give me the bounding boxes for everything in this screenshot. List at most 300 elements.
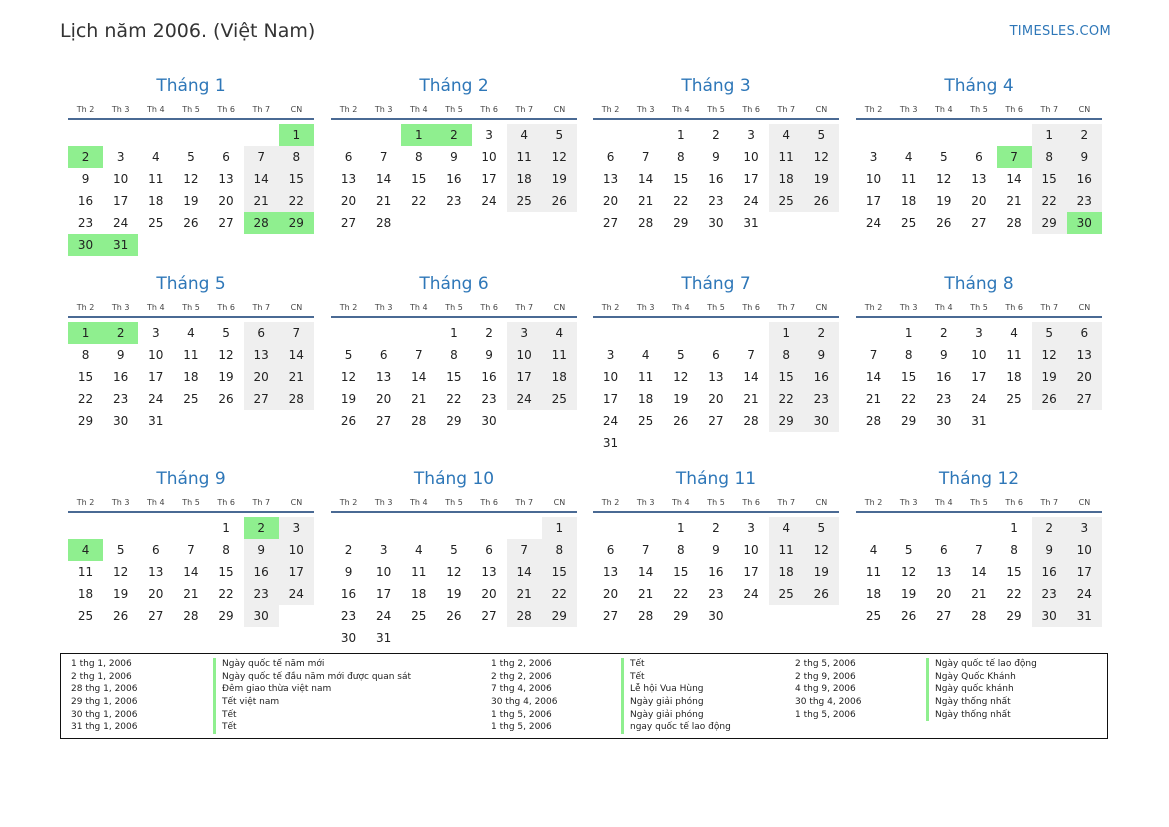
day-cell: 17 bbox=[865, 194, 882, 208]
day-cell: 26 bbox=[113, 609, 129, 623]
empty-cell bbox=[103, 517, 138, 539]
day-cell: 11 bbox=[183, 348, 199, 362]
weekday-label: Th 6 bbox=[1005, 498, 1023, 507]
day-cell: 3 bbox=[747, 521, 755, 535]
legend-date: 2 thg 9, 2006 bbox=[795, 671, 856, 682]
day-cell: 22 bbox=[1006, 587, 1022, 601]
month-block bbox=[593, 467, 839, 627]
weekday-label: Th 6 bbox=[742, 303, 760, 312]
day-cell: 21 bbox=[638, 194, 654, 208]
day-cell: 5 bbox=[1032, 322, 1067, 344]
day-cell: 14 bbox=[971, 565, 987, 579]
day-cell: 11 bbox=[148, 172, 164, 186]
empty-cell bbox=[401, 322, 436, 344]
legend-date: 31 thg 1, 2006 bbox=[71, 722, 138, 733]
day-grid bbox=[856, 517, 1102, 627]
day-cell: 27 bbox=[218, 216, 234, 230]
month-title: Tháng 5 bbox=[156, 274, 226, 294]
day-cell: 5 bbox=[804, 517, 839, 539]
day-cell: 5 bbox=[804, 124, 839, 146]
empty-cell bbox=[366, 124, 401, 146]
weekday-label: Th 2 bbox=[76, 498, 95, 507]
empty-cell bbox=[593, 517, 628, 539]
day-cell: 21 bbox=[183, 587, 199, 601]
day-cell: 29 bbox=[1006, 609, 1022, 623]
empty-cell bbox=[961, 517, 996, 539]
day-cell: 6 bbox=[151, 543, 160, 557]
day-cell: 19 bbox=[804, 168, 839, 190]
weekday-label: Th 2 bbox=[76, 105, 95, 114]
weekday-label: Th 4 bbox=[410, 498, 428, 507]
month-title: Tháng 1 bbox=[156, 76, 226, 96]
weekday-label: Th 3 bbox=[111, 105, 130, 114]
empty-cell bbox=[366, 517, 401, 539]
weekday-label: Th 4 bbox=[147, 105, 165, 114]
day-cell: 27 bbox=[340, 216, 357, 230]
day-cell: 5 bbox=[676, 348, 685, 362]
day-cell: 9 bbox=[81, 172, 90, 186]
day-cell: 13 bbox=[602, 565, 619, 579]
day-cell: 16 bbox=[446, 172, 462, 186]
day-cell: 6 bbox=[1067, 322, 1102, 344]
day-cell: 5 bbox=[222, 326, 230, 340]
day-cell: 22 bbox=[769, 388, 804, 410]
day-cell: 27 bbox=[148, 609, 164, 623]
day-cell: 11 bbox=[638, 370, 654, 384]
day-grid bbox=[68, 124, 314, 256]
day-cell: 27 bbox=[1067, 388, 1102, 410]
weekday-label: Th 4 bbox=[147, 498, 165, 507]
day-cell: 4 bbox=[769, 517, 804, 539]
weekday-label: Th 6 bbox=[1005, 303, 1023, 312]
day-cell: 13 bbox=[936, 565, 952, 579]
day-cell: 23 bbox=[1032, 583, 1067, 605]
day-cell: 29 bbox=[901, 414, 917, 428]
weekday-label: Th 5 bbox=[445, 303, 463, 312]
day-cell: 4 bbox=[507, 124, 542, 146]
day-cell: 25 bbox=[901, 216, 917, 230]
day-cell: 6 bbox=[606, 150, 615, 164]
day-cell: 27 bbox=[971, 216, 987, 230]
empty-cell bbox=[68, 124, 103, 146]
month-block bbox=[68, 74, 314, 256]
day-cell: 29 bbox=[673, 216, 689, 230]
day-cell: 23 bbox=[244, 583, 279, 605]
day-cell: 28 bbox=[411, 414, 427, 428]
day-cell: 23 bbox=[936, 392, 952, 406]
day-cell: 9 bbox=[344, 565, 353, 579]
day-cell: 8 bbox=[81, 348, 90, 362]
legend-dates bbox=[71, 658, 137, 734]
month-block bbox=[331, 467, 577, 649]
day-cell: 11 bbox=[769, 146, 804, 168]
day-cell: 22 bbox=[901, 392, 917, 406]
weekday-label: Th 7 bbox=[252, 105, 271, 114]
day-cell: 1 bbox=[542, 517, 577, 539]
weekday-label: Th 4 bbox=[410, 105, 428, 114]
day-cell: 23 bbox=[446, 194, 462, 208]
day-cell: 10 bbox=[507, 344, 542, 366]
weekday-label: Th 6 bbox=[480, 303, 498, 312]
day-cell: 17 bbox=[481, 172, 497, 186]
day-cell: 30 bbox=[804, 410, 839, 432]
day-cell: 24 bbox=[279, 583, 314, 605]
legend-holiday-name: Ngày quốc tế đầu năm mới được quan sát bbox=[213, 671, 411, 684]
legend-date: 28 thg 1, 2006 bbox=[71, 684, 138, 695]
day-cell: 28 bbox=[183, 609, 199, 623]
day-cell: 25 bbox=[77, 609, 94, 623]
day-cell: 20 bbox=[148, 587, 164, 601]
weekday-label: Th 6 bbox=[217, 105, 235, 114]
weekday-label: Th 3 bbox=[636, 105, 655, 114]
day-cell: 28 bbox=[1006, 216, 1022, 230]
weekday-label: Th 7 bbox=[1040, 303, 1059, 312]
day-cell: 21 bbox=[971, 587, 987, 601]
legend-dates bbox=[491, 658, 557, 734]
day-cell: 24 bbox=[376, 609, 392, 623]
day-cell: 26 bbox=[340, 414, 357, 428]
day-cell: 17 bbox=[743, 565, 759, 579]
legend-holiday-name: Ngày giải phóng bbox=[621, 709, 731, 722]
weekday-header bbox=[331, 495, 577, 513]
month-block bbox=[331, 272, 577, 432]
weekday-label: Th 2 bbox=[864, 303, 883, 312]
day-cell: 9 bbox=[450, 150, 458, 164]
day-cell: 10 bbox=[148, 348, 164, 362]
weekday-label: Th 7 bbox=[1040, 105, 1059, 114]
weekday-label: CN bbox=[553, 105, 566, 114]
day-cell: 24 bbox=[971, 392, 987, 406]
legend-holiday-name: Ngày quốc tế lao động bbox=[926, 658, 1037, 671]
weekday-label: Th 5 bbox=[970, 498, 988, 507]
day-cell: 7 bbox=[975, 543, 983, 557]
weekday-label: CN bbox=[815, 498, 828, 507]
day-cell: 13 bbox=[1067, 344, 1102, 366]
day-cell: 9 bbox=[712, 150, 720, 164]
weekday-label: Th 6 bbox=[480, 105, 498, 114]
legend-holiday-name: ngay quốc tế lao động bbox=[621, 721, 731, 734]
day-cell: 27 bbox=[708, 414, 724, 428]
weekday-label: Th 5 bbox=[182, 105, 200, 114]
holiday-cell: 30 bbox=[1067, 212, 1102, 234]
day-cell: 10 bbox=[481, 150, 497, 164]
day-cell: 6 bbox=[344, 150, 353, 164]
day-cell: 26 bbox=[1032, 388, 1067, 410]
month-title: Tháng 12 bbox=[938, 469, 1020, 489]
weekday-label: Th 3 bbox=[899, 498, 918, 507]
legend-holiday-name: Đêm giao thừa việt nam bbox=[213, 683, 411, 696]
weekday-label: Th 6 bbox=[217, 498, 235, 507]
holiday-cell: 28 bbox=[244, 212, 279, 234]
weekday-label: CN bbox=[1078, 498, 1091, 507]
day-cell: 20 bbox=[602, 194, 619, 208]
day-cell: 19 bbox=[804, 561, 839, 583]
day-cell: 16 bbox=[1067, 168, 1102, 190]
day-cell: 27 bbox=[936, 609, 952, 623]
day-cell: 2 bbox=[939, 326, 948, 340]
empty-cell bbox=[209, 124, 244, 146]
day-cell: 17 bbox=[376, 587, 392, 601]
weekday-label: Th 4 bbox=[935, 303, 953, 312]
empty-cell bbox=[628, 322, 663, 344]
weekday-header bbox=[593, 102, 839, 120]
day-cell: 4 bbox=[542, 322, 577, 344]
day-cell: 26 bbox=[673, 414, 689, 428]
day-cell: 28 bbox=[507, 605, 542, 627]
weekday-label: Th 5 bbox=[445, 498, 463, 507]
legend-holiday-name: Tết bbox=[213, 709, 411, 722]
day-cell: 12 bbox=[183, 172, 199, 186]
day-cell: 18 bbox=[865, 587, 882, 601]
legend-holiday-name: Ngày giải phóng bbox=[621, 696, 731, 709]
day-cell: 19 bbox=[340, 392, 357, 406]
weekday-header bbox=[856, 495, 1102, 513]
day-cell: 30 bbox=[340, 631, 357, 645]
day-cell: 7 bbox=[414, 348, 423, 362]
day-cell: 4 bbox=[187, 326, 195, 340]
day-cell: 30 bbox=[1032, 605, 1067, 627]
day-cell: 9 bbox=[712, 543, 720, 557]
day-cell: 26 bbox=[183, 216, 199, 230]
day-cell: 17 bbox=[113, 194, 129, 208]
day-cell: 15 bbox=[1032, 168, 1067, 190]
legend-date: 1 thg 1, 2006 bbox=[71, 659, 132, 669]
weekday-label: Th 2 bbox=[601, 105, 620, 114]
day-cell: 3 bbox=[379, 543, 388, 557]
day-cell: 7 bbox=[869, 348, 878, 362]
day-cell: 6 bbox=[606, 543, 615, 557]
day-cell: 15 bbox=[901, 370, 917, 384]
day-cell: 19 bbox=[936, 194, 952, 208]
day-cell: 29 bbox=[1032, 212, 1067, 234]
empty-cell bbox=[628, 517, 663, 539]
holiday-cell: 2 bbox=[436, 124, 471, 146]
weekday-label: Th 5 bbox=[970, 303, 988, 312]
day-cell: 5 bbox=[187, 150, 195, 164]
month-title: Tháng 11 bbox=[675, 469, 757, 489]
day-cell: 25 bbox=[507, 190, 542, 212]
day-cell: 8 bbox=[222, 543, 230, 557]
holiday-cell: 4 bbox=[68, 539, 103, 561]
day-cell: 23 bbox=[804, 388, 839, 410]
legend-holiday-name: Tết bbox=[621, 658, 731, 671]
day-cell: 14 bbox=[865, 370, 882, 384]
day-cell: 9 bbox=[804, 344, 839, 366]
day-cell: 11 bbox=[769, 539, 804, 561]
empty-cell bbox=[401, 517, 436, 539]
day-cell: 18 bbox=[507, 168, 542, 190]
day-cell: 9 bbox=[116, 348, 125, 362]
weekday-label: Th 2 bbox=[601, 303, 620, 312]
day-cell: 4 bbox=[641, 348, 650, 362]
day-cell: 18 bbox=[542, 366, 577, 388]
legend-holiday-name: Ngày thống nhất bbox=[926, 696, 1037, 709]
empty-cell bbox=[663, 322, 698, 344]
day-cell: 21 bbox=[743, 392, 759, 406]
empty-cell bbox=[891, 517, 926, 539]
day-cell: 6 bbox=[939, 543, 948, 557]
empty-cell bbox=[472, 517, 507, 539]
day-cell: 26 bbox=[936, 216, 952, 230]
day-cell: 8 bbox=[769, 344, 804, 366]
weekday-label: Th 3 bbox=[374, 498, 393, 507]
weekday-header bbox=[68, 300, 314, 318]
weekday-label: Th 3 bbox=[374, 105, 393, 114]
day-cell: 9 bbox=[1067, 146, 1102, 168]
weekday-label: CN bbox=[290, 105, 303, 114]
legend-holiday-name: Ngày thống nhất bbox=[926, 709, 1037, 722]
legend-date: 29 thg 1, 2006 bbox=[71, 697, 138, 708]
brand-link[interactable]: TIMESLES.COM bbox=[1009, 24, 1111, 39]
weekday-header bbox=[856, 300, 1102, 318]
weekday-label: Th 2 bbox=[339, 498, 358, 507]
day-cell: 14 bbox=[376, 172, 392, 186]
day-cell: 14 bbox=[411, 370, 427, 384]
day-cell: 13 bbox=[376, 370, 392, 384]
day-cell: 30 bbox=[113, 414, 129, 428]
day-cell: 20 bbox=[218, 194, 234, 208]
legend-date: 30 thg 4, 2006 bbox=[795, 697, 862, 708]
day-grid bbox=[856, 124, 1102, 234]
legend-date: 1 thg 2, 2006 bbox=[491, 659, 552, 669]
day-cell: 17 bbox=[148, 370, 164, 384]
day-cell: 16 bbox=[936, 370, 952, 384]
day-cell: 3 bbox=[1067, 517, 1102, 539]
day-cell: 11 bbox=[542, 344, 577, 366]
day-cell: 24 bbox=[113, 216, 129, 230]
day-cell: 13 bbox=[708, 370, 724, 384]
day-cell: 6 bbox=[485, 543, 493, 557]
month-title: Tháng 8 bbox=[944, 274, 1014, 294]
day-grid bbox=[331, 124, 577, 234]
empty-cell bbox=[173, 124, 208, 146]
day-cell: 7 bbox=[641, 543, 650, 557]
day-cell: 26 bbox=[446, 609, 462, 623]
day-cell: 16 bbox=[804, 366, 839, 388]
day-cell: 19 bbox=[542, 168, 577, 190]
weekday-label: Th 5 bbox=[182, 498, 200, 507]
day-cell: 5 bbox=[904, 543, 913, 557]
day-cell: 18 bbox=[769, 168, 804, 190]
day-cell: 17 bbox=[507, 366, 542, 388]
day-cell: 25 bbox=[769, 190, 804, 212]
day-cell: 19 bbox=[673, 392, 689, 406]
day-cell: 4 bbox=[769, 124, 804, 146]
day-cell: 24 bbox=[507, 388, 542, 410]
day-cell: 20 bbox=[481, 587, 497, 601]
day-cell: 5 bbox=[542, 124, 577, 146]
day-cell: 17 bbox=[279, 561, 314, 583]
day-cell: 10 bbox=[279, 539, 314, 561]
day-cell: 15 bbox=[673, 172, 689, 186]
day-cell: 25 bbox=[148, 216, 164, 230]
day-cell: 1 bbox=[1010, 521, 1018, 535]
weekday-label: Th 4 bbox=[147, 303, 165, 312]
day-cell: 17 bbox=[1067, 561, 1102, 583]
day-cell: 17 bbox=[743, 172, 759, 186]
day-cell: 18 bbox=[77, 587, 94, 601]
day-cell: 5 bbox=[939, 150, 948, 164]
day-cell: 2 bbox=[1032, 517, 1067, 539]
day-cell: 3 bbox=[485, 128, 493, 142]
month-block bbox=[593, 74, 839, 234]
empty-cell bbox=[856, 124, 891, 146]
day-cell: 13 bbox=[602, 172, 619, 186]
weekday-label: Th 2 bbox=[76, 303, 95, 312]
day-cell: 31 bbox=[148, 414, 164, 428]
day-cell: 16 bbox=[708, 172, 724, 186]
day-cell: 18 bbox=[638, 392, 654, 406]
legend-holiday-name: Tết bbox=[621, 671, 731, 684]
day-cell: 12 bbox=[218, 348, 234, 362]
day-cell: 31 bbox=[971, 414, 987, 428]
day-cell: 10 bbox=[971, 348, 987, 362]
day-cell: 14 bbox=[743, 370, 759, 384]
day-cell: 15 bbox=[411, 172, 427, 186]
holiday-cell: 2 bbox=[68, 146, 103, 168]
weekday-label: Th 7 bbox=[515, 498, 534, 507]
day-cell: 8 bbox=[904, 348, 913, 362]
day-cell: 30 bbox=[936, 414, 952, 428]
day-cell: 3 bbox=[975, 326, 983, 340]
legend-holiday-name: Ngày quốc tế năm mới bbox=[213, 658, 411, 671]
weekday-label: CN bbox=[1078, 303, 1091, 312]
legend-names bbox=[621, 658, 731, 734]
day-cell: 28 bbox=[376, 216, 392, 230]
day-cell: 26 bbox=[218, 392, 234, 406]
day-cell: 6 bbox=[712, 348, 720, 362]
empty-cell bbox=[138, 124, 173, 146]
holiday-cell: 30 bbox=[68, 234, 103, 256]
empty-cell bbox=[68, 517, 103, 539]
day-cell: 14 bbox=[183, 565, 199, 579]
day-cell: 21 bbox=[638, 587, 654, 601]
weekday-label: Th 3 bbox=[111, 498, 130, 507]
day-cell: 3 bbox=[151, 326, 160, 340]
empty-cell bbox=[856, 322, 891, 344]
weekday-label: CN bbox=[290, 498, 303, 507]
day-cell: 22 bbox=[77, 392, 94, 406]
day-cell: 4 bbox=[904, 150, 913, 164]
day-cell: 8 bbox=[1032, 146, 1067, 168]
day-cell: 8 bbox=[542, 539, 577, 561]
day-cell: 22 bbox=[446, 392, 462, 406]
day-cell: 9 bbox=[244, 539, 279, 561]
weekday-label: Th 4 bbox=[672, 105, 690, 114]
day-cell: 3 bbox=[507, 322, 542, 344]
weekday-header bbox=[856, 102, 1102, 120]
day-cell: 3 bbox=[606, 348, 615, 362]
legend-date: 2 thg 2, 2006 bbox=[491, 671, 552, 682]
day-cell: 18 bbox=[1006, 370, 1022, 384]
day-cell: 12 bbox=[901, 565, 917, 579]
day-cell: 7 bbox=[244, 146, 279, 168]
day-cell: 11 bbox=[77, 565, 94, 579]
weekday-label: Th 6 bbox=[742, 498, 760, 507]
day-cell: 28 bbox=[638, 609, 654, 623]
day-cell: 22 bbox=[218, 587, 234, 601]
day-cell: 12 bbox=[340, 370, 357, 384]
month-title: Tháng 9 bbox=[156, 469, 226, 489]
day-grid bbox=[331, 517, 577, 649]
day-cell: 25 bbox=[638, 414, 654, 428]
day-cell: 20 bbox=[376, 392, 392, 406]
month-block bbox=[856, 272, 1102, 432]
weekday-label: Th 7 bbox=[252, 498, 271, 507]
day-cell: 15 bbox=[279, 168, 314, 190]
day-cell: 3 bbox=[747, 128, 755, 142]
holiday-cell: 1 bbox=[401, 124, 436, 146]
